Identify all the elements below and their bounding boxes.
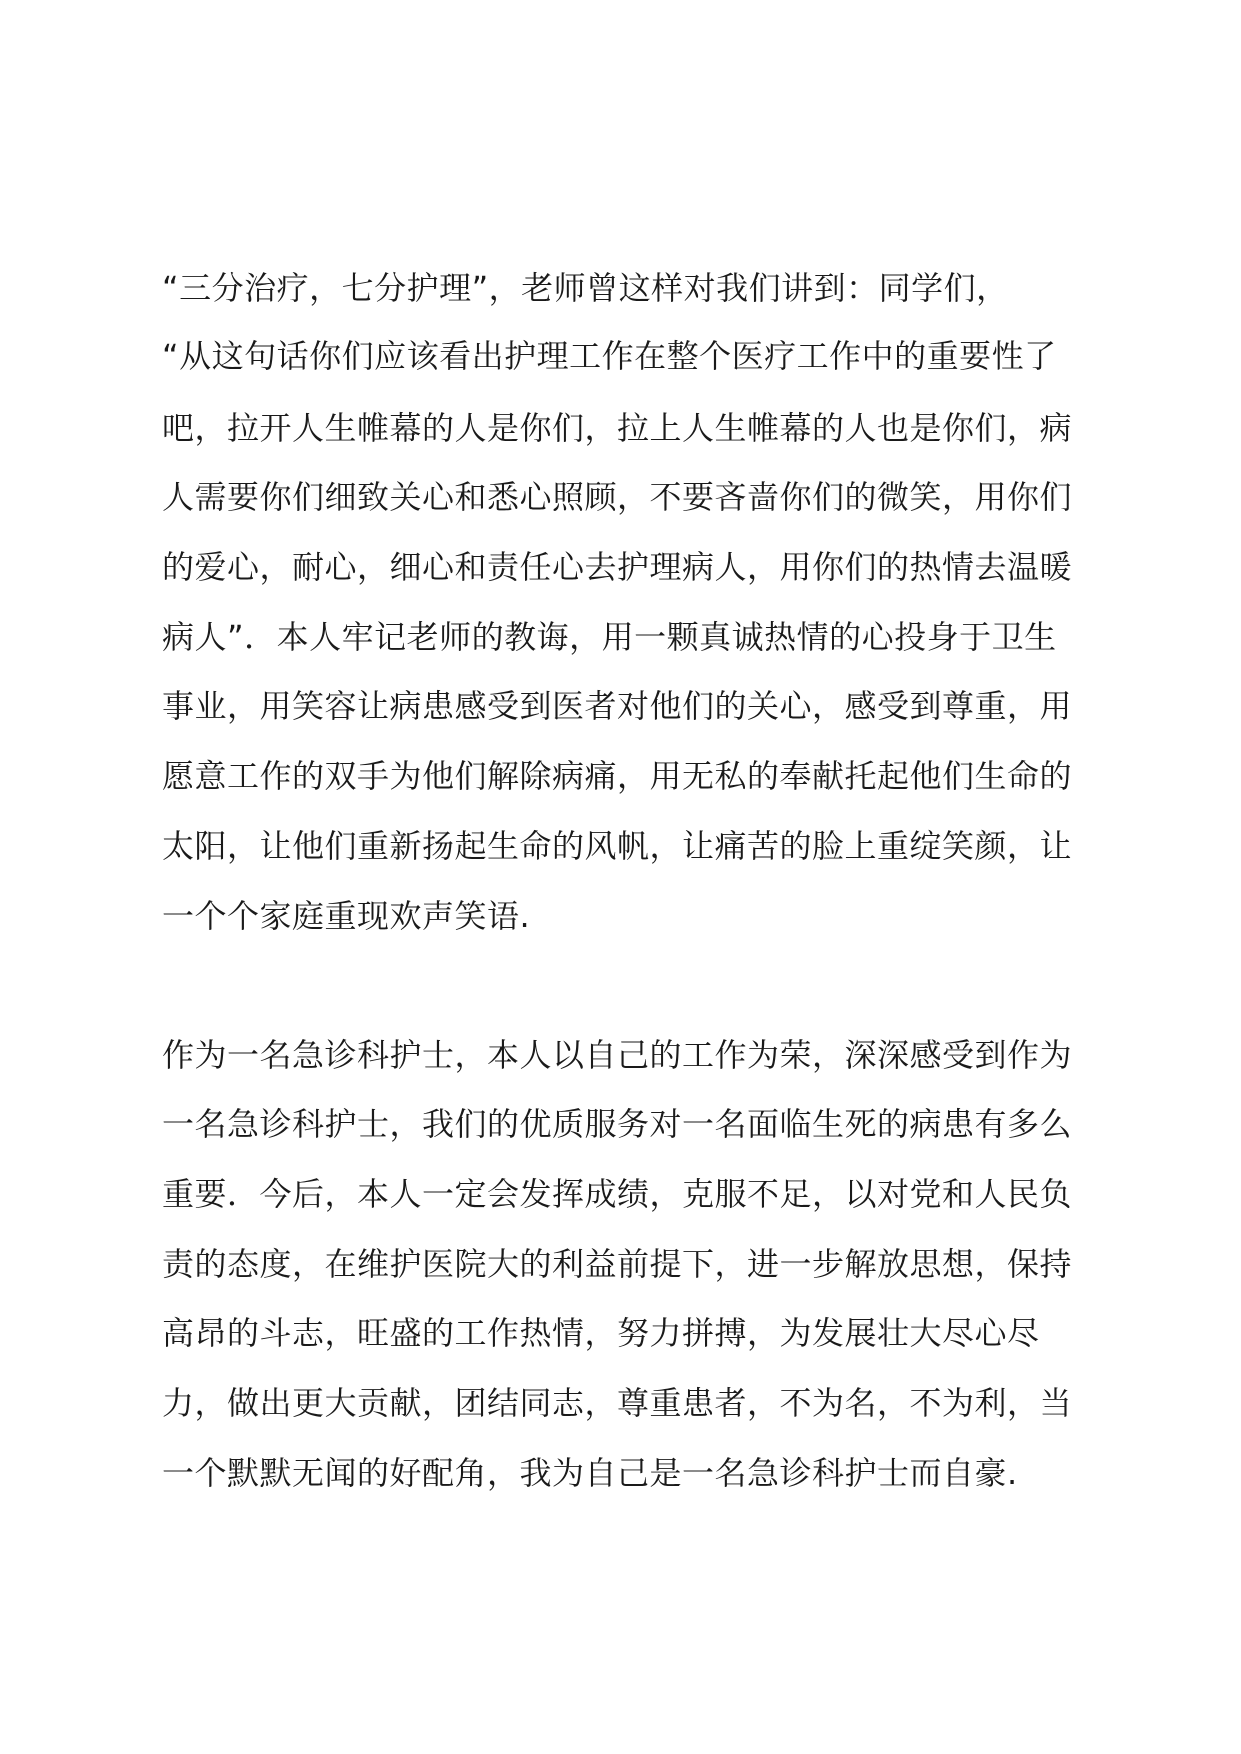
paragraph-line: “三分治疗，七分护理”，老师曾这样对我们讲到：同学们， (162, 269, 1009, 307)
paragraph-line: 高昂的斗志，旺盛的工作热情，努力拼搏，为发展壮大尽心尽 (162, 1314, 1040, 1352)
paragraph-line: 一个个家庭重现欢声笑语. (162, 897, 531, 935)
paragraph-line: “从这句话你们应该看出护理工作在整个医疗工作中的重要性了 (162, 337, 1057, 375)
paragraph-line: 病人”．本人牢记老师的教诲，用一颗真诚热情的心投身于卫生 (162, 618, 1057, 656)
paragraph-line: 责的态度，在维护医院大的利益前提下，进一步解放思想，保持 (162, 1245, 1073, 1283)
paragraph-line: 力，做出更大贡献，团结同志，尊重患者，不为名，不为利，当 (162, 1384, 1073, 1422)
paragraph-line: 人需要你们细致关心和悉心照顾，不要吝啬你们的微笑，用你们 (162, 478, 1073, 516)
paragraph-line: 的爱心，耐心，细心和责任心去护理病人，用你们的热情去温暖 (162, 548, 1073, 586)
paragraph-line: 一个默默无闻的好配角，我为自己是一名急诊科护士而自豪. (162, 1454, 1018, 1492)
paragraph-line: 事业，用笑容让病患感受到医者对他们的关心，感受到尊重，用 (162, 687, 1073, 725)
paragraph-line: 太阳，让他们重新扬起生命的风帆，让痛苦的脸上重绽笑颜，让 (162, 827, 1073, 865)
paragraph-line: 重要．今后，本人一定会发挥成绩，克服不足，以对党和人民负 (162, 1175, 1073, 1213)
paragraph-line: 一名急诊科护士，我们的优质服务对一名面临生死的病患有多么 (162, 1105, 1073, 1143)
paragraph-line: 愿意工作的双手为他们解除病痛，用无私的奉献托起他们生命的 (162, 757, 1073, 795)
paragraph-line: 作为一名急诊科护士，本人以自己的工作为荣，深深感受到作为 (162, 1036, 1073, 1074)
paragraph-line: 吧，拉开人生帷幕的人是你们，拉上人生帷幕的人也是你们，病 (162, 409, 1073, 447)
